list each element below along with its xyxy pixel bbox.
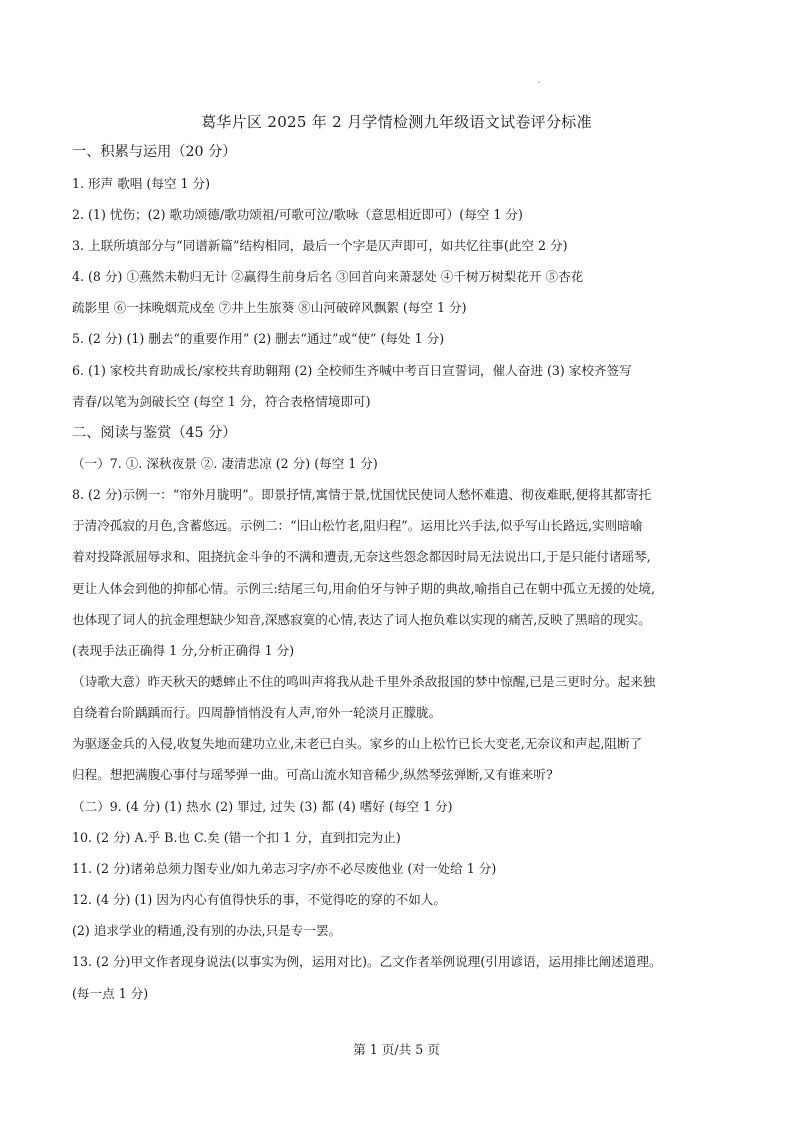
answer-line-q13-scoring: (每一点 1 分) (72, 986, 149, 1001)
answer-line-q10: 10. (2 分) A.乎 B.也 C.矣 (错一个扣 1 分，直到扣完为止) (72, 830, 401, 845)
answer-line-q1: 1. 形声 歌唱 (每空 1 分) (72, 176, 211, 191)
answer-line-q7: （一）7. ①. 深秋夜景 ②. 凄清悲凉 (2 分) (每空 1 分) (72, 456, 378, 471)
answer-line-q2: 2. (1) 忧伤；(2) 歌功颂德/歌功颂祖/可歌可泣/歌咏（意思相近即可）(每空 1 分) (72, 207, 523, 222)
answer-line-q5: 5. (2 分) (1) 删去“的重要作用” (2) 删去“通过”或“使” (每处 1 分) (72, 331, 445, 346)
answer-line-q4-part2: 疏影里 ⑥一抹晚烟荒戍垒 ⑦井上生旅葵 ⑧山河破碎风飘絮 (每空 1 分) (72, 300, 467, 315)
answer-line-q3: 3. 上联所填部分与“同谱新篇”结构相同，最后一个字是仄声即可，如共忆往事(此空 2 分) (72, 238, 568, 253)
document-title: 葛华片区 2025 年 2 月学情检测九年级语文试卷评分标准 (201, 113, 592, 131)
scan-dot (538, 81, 540, 83)
answer-line-q4-part1: 4. (8 分) ①燕然未勒归无计 ②赢得生前身后名 ③回首向来萧瑟处 ④千树万树梨花开 ⑤杏花 (72, 269, 584, 284)
section-heading-1: 一、积累与运用（20 分） (72, 144, 237, 160)
section-heading-2: 二、阅读与鉴赏（45 分） (72, 425, 237, 441)
page-footer: 第 1 页/共 5 页 (353, 1042, 440, 1057)
answer-line-q8-part4: 更让人体会到他的抑郁心情。示例三:结尾三句,用俞伯牙与钟子期的典故,喻指自己在朝中孤立无援的处境, (72, 581, 655, 596)
answer-line-q11: 11. (2 分)诸弟总须力图专业/如九弟志习字/亦不必尽废他业 (对一处给 1 分) (72, 861, 497, 876)
poem-meaning-line-3: 为驱逐金兵的入侵,收复失地而建功立业,未老已白头。家乡的山上松竹已长大变老,无奈议和声起,阻断了 (72, 736, 643, 751)
poem-meaning-line-1: （诗歌大意）昨天秋天的蟋蟀止不住的鸣叫声将我从赴千里外杀敌报国的梦中惊醒,已是三更时分。起来独 (72, 674, 656, 689)
answer-line-q8-part2: 于清冷孤寂的月色,含蓄悠远。示例二：“旧山松竹老,阻归程”。运用比兴手法,似乎写山长路远,实则暗喻 (72, 518, 643, 533)
answer-line-q13: 13. (2 分)甲文作者现身说法(以事实为例，运用对比)。乙文作者举例说理(引用谚语，运用排比阐述道理。 (72, 954, 662, 969)
poem-meaning-line-2: 自绕着台阶踽踽而行。四周静悄悄没有人声,帘外一轮淡月正朦胧。 (72, 705, 442, 720)
answer-line-q6-part1: 6. (1) 家校共育助成长/家校共育助翱翔 (2) 全校师生齐喊中考百日宣誓词，催人奋进 (3) 家校齐签写 (72, 363, 632, 378)
answer-line-q6-part2: 青春/以笔为剑破长空 (每空 1 分，符合表格情境即可) (72, 394, 371, 409)
answer-line-q8-part5: 也体现了词人的抗金理想缺少知音,深感寂寞的心情,表达了词人抱负难以实现的痛苦,反映了黑暗的现实。 (72, 612, 651, 627)
answer-line-q8-part3: 着对投降派屈辱求和、阻挠抗金斗争的不满和遭责,无奈这些怨念都因时局无法说出口,于是只能付诸瑶琴, (72, 549, 651, 564)
poem-meaning-line-4: 归程。想把满腹心事付与瑶琴弹一曲。可高山流水知音稀少,纵然琴弦弹断,又有谁来听? (72, 767, 553, 782)
answer-line-q8-scoring: (表现手法正确得 1 分,分析正确得 1 分) (72, 643, 295, 658)
answer-line-q12-part2: (2) 追求学业的精通,没有别的办法,只是专一罢。 (72, 923, 342, 938)
answer-line-q9: （二）9. (4 分) (1) 热水 (2) 罪过, 过失 (3) 都 (4) 嗜好 (每空 1 分) (72, 799, 453, 814)
answer-line-q8-part1: 8. (2 分)示例一：“帘外月胧明”。即景抒情,寓情于景,忧国忧民使词人愁怀难遣、彻夜难眠,便将其都寄托 (72, 487, 652, 502)
answer-line-q12-part1: 12. (4 分) (1) 因为内心有值得快乐的事，不觉得吃的穿的不如人。 (72, 892, 446, 907)
